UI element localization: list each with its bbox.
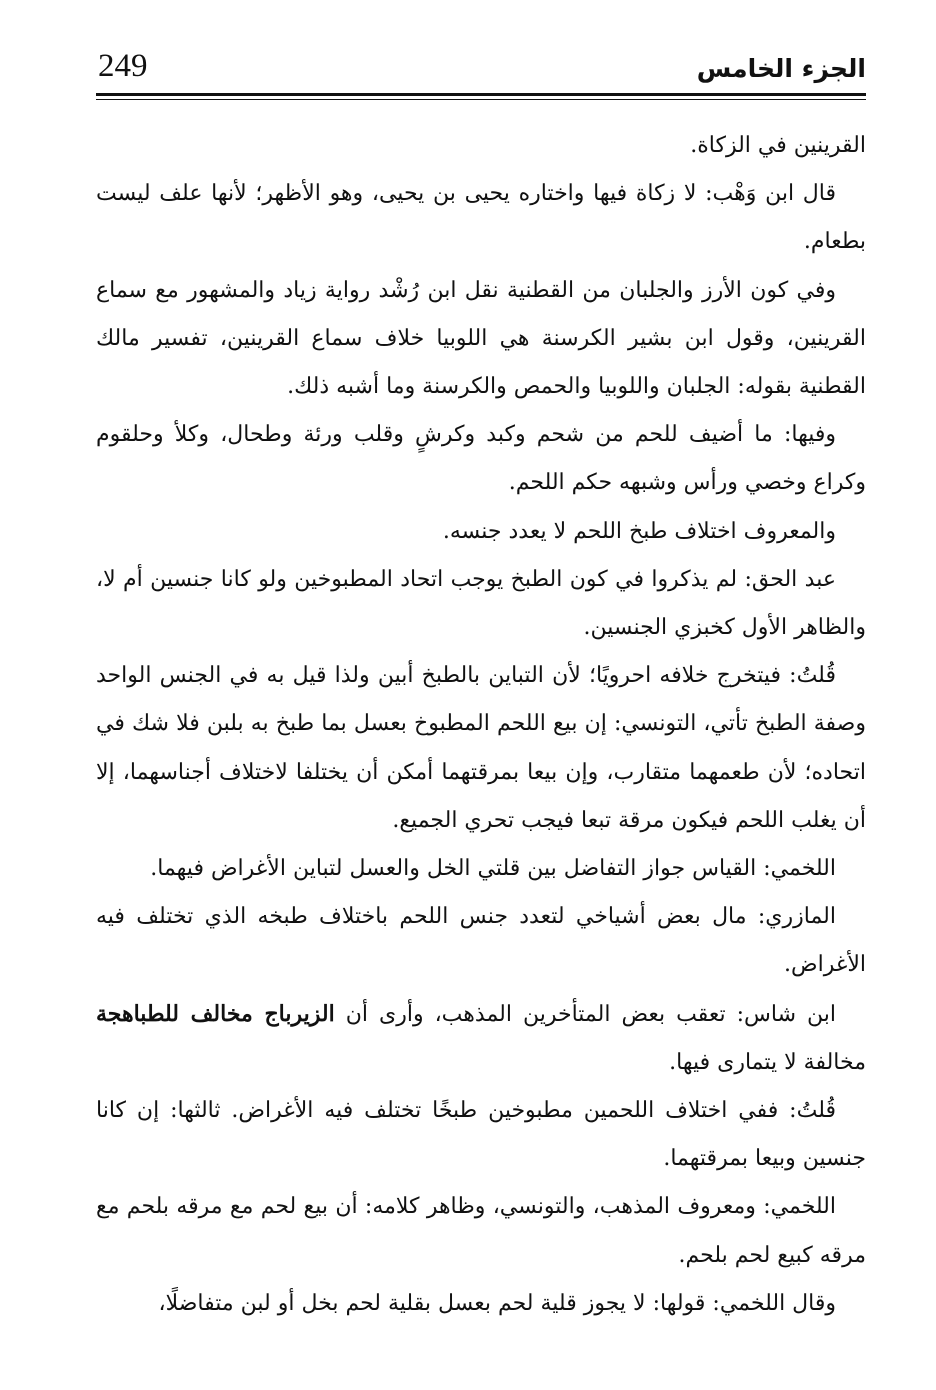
header-rule-thin	[96, 99, 866, 100]
running-title: الجزء الخامس	[696, 54, 866, 83]
paragraph: قال ابن وَهْب: لا زكاة فيها واختاره يحيى بن يحيى، وهو الأظهر؛ لأنها علف ليست بطعام.	[96, 181, 866, 255]
body-text	[96, 122, 866, 1328]
paragraph	[96, 990, 866, 1087]
bold-term: الزيرباج مخالف للطباهجة	[96, 1000, 335, 1027]
paragraph: المازري: مال بعض أشياخي لتعدد جنس اللحم باختلاف طبخه الذي تختلف فيه الأغراض.	[96, 904, 866, 978]
paragraph: والمعروف اختلاف طبخ اللحم لا يعدد جنسه.	[442, 518, 836, 544]
paragraph: قُلتُ: ففي اختلاف اللحمين مطبوخين طبخًا تختلف فيه الأغراض. ثالثها: إن كانا جنسين وبيعا بمرقتهما.	[96, 1098, 866, 1172]
paragraph: وفيها: ما أضيف للحم من شحم وكبد وكرشٍ وقلب ورئة وطحال، وكلأ وحلقوم وكراع وخصي ورأس وشبهه حكم اللحم.	[96, 422, 866, 496]
paragraph: وقال اللخمي: قولها: لا يجوز قلية لحم بعسل بقلية لحم بخل أو لبن متفاضلًا،	[158, 1290, 836, 1316]
header-rule-thick	[96, 93, 866, 96]
page-number: 249	[98, 48, 148, 84]
paragraph: اللخمي: ومعروف المذهب، والتونسي، وظاهر كلامه: أن بيع لحم مع مرقه بلحم مع مرقه كبيع لحم بلحم.	[96, 1194, 866, 1268]
page-header	[96, 38, 866, 96]
paragraph-text: ابن شاس: تعقب بعض المتأخرين المذهب، وأرى أن	[345, 1001, 837, 1027]
paragraph: القرينين في الزكاة.	[690, 133, 866, 158]
paragraph: قُلتُ: فيتخرج خلافه احرويًا؛ لأن التباين بالطبخ أبين ولذا قيل به في الجنس الواحد وصفة الطبخ تأتي، التونسي: إن بيع اللحم المطبوخ بعسل بما طبخ به بلبن فلا شك في اتحاده؛ لأن طعمهما متقارب، وإن بيعا بمرقتهما أمكن أن يختلفا لاختلاف أجناسهما، إلا أن يغلب اللحم فيكون مرقة تبعا فيجب تحري الجميع.	[96, 663, 866, 833]
paragraph: وفي كون الأرز والجلبان من القطنية نقل ابن رُشْد رواية زياد والمشهور مع سماع القرينين، وقول ابن بشير الكرسنة هي اللوبيا خلاف سماع القرينين، تفسير مالك القطنية بقوله: الجلبان واللوبيا والحمص والكرسنة وما أشبه ذلك.	[96, 277, 866, 400]
paragraph: عبد الحق: لم يذكروا في كون الطبخ يوجب اتحاد المطبوخين ولو كانا جنسين أم لا، والظاهر الأول كخبزي الجنسين.	[96, 566, 866, 641]
paragraph: اللخمي: القياس جواز التفاضل بين قلتي الخل والعسل لتباين الأغراض فيهما.	[150, 856, 836, 882]
paragraph-text: مخالفة لا يتمارى فيها.	[669, 1049, 866, 1075]
